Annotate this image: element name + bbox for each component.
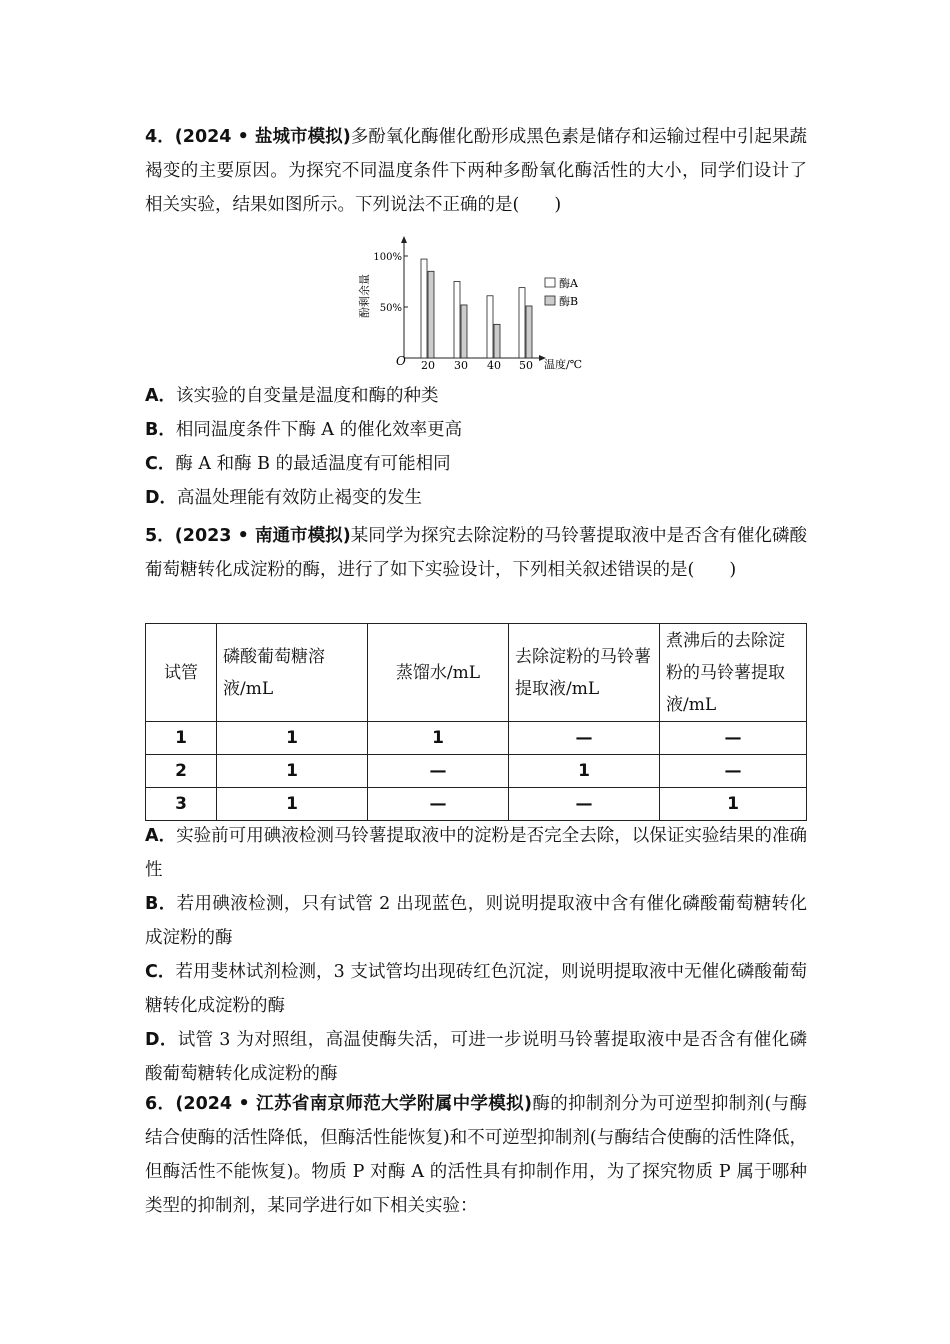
- table-cell: 1: [217, 722, 368, 755]
- table-row: [146, 755, 807, 788]
- bar-b-50: [526, 306, 532, 358]
- table-header: 试管: [146, 624, 217, 722]
- question-number: 5．: [145, 526, 175, 546]
- x-tick-label: 50: [519, 359, 533, 372]
- question-5: [145, 519, 807, 587]
- table-row: [146, 722, 807, 755]
- question-stem: 酶的抑制剂分为可逆型抑制剂(与酶结合使酶的活性降低，但酶活性能恢复)和不可逆型抑制剂(与酶结合使酶的活性降低，但酶活性不能恢复)。物质 P 对酶 A 的活性具有抑制作用，为了探究物质 P 属于哪种类型的抑制剂，某同学进行如下相关实验：: [145, 1094, 807, 1216]
- option-a: A．实验前可用碘液检测马铃薯提取液中的淀粉是否完全去除，以保证实验结果的准确性: [145, 826, 808, 880]
- option-a: A．该实验的自变量是温度和酶的种类: [145, 386, 439, 406]
- experiment-table: [145, 623, 807, 821]
- bar-chart-svg: [352, 236, 602, 374]
- bar-b-40: [494, 324, 500, 358]
- table-cell: —: [660, 722, 807, 755]
- table-cell: —: [368, 755, 509, 788]
- bar-a-40: [487, 296, 493, 358]
- bar-a-20: [421, 259, 427, 358]
- table-header: 蒸馏水/mL: [368, 624, 509, 722]
- legend-swatch-a: [545, 278, 555, 287]
- legend-label-a: 酶A: [559, 277, 578, 290]
- bar-a-50: [519, 288, 525, 358]
- option-b: B．相同温度条件下酶 A 的催化效率更高: [145, 420, 463, 440]
- option-b: B．若用碘液检测，只有试管 2 出现蓝色，则说明提取液中含有催化磷酸葡萄糖转化成淀粉的酶: [145, 894, 807, 948]
- y-axis-arrow: [401, 236, 407, 243]
- table-cell: 3: [146, 788, 217, 821]
- option-d: D．试管 3 为对照组，高温使酶失活，可进一步说明马铃薯提取液中是否含有催化磷酸葡萄糖转化成淀粉的酶: [145, 1030, 807, 1084]
- question-stem: 多酚氧化酶催化酚形成黑色素是储存和运输过程中引起果蔬褐变的主要原因。为探究不同温度条件下两种多酚氧化酶活性的大小，同学们设计了相关实验，结果如图所示。下列说法不正确的是( ): [145, 127, 807, 215]
- origin-label: O: [396, 354, 406, 368]
- table-cell: —: [509, 788, 660, 821]
- question-number: 6．: [145, 1094, 176, 1114]
- table-header: 煮沸后的去除淀粉的马铃薯提取液/mL: [660, 624, 807, 722]
- bar-a-30: [454, 282, 460, 359]
- y-tick-label: 50%: [379, 303, 402, 314]
- table-cell: 1: [368, 722, 509, 755]
- table-cell: 1: [660, 788, 807, 821]
- table-cell: —: [660, 755, 807, 788]
- table-cell: —: [368, 788, 509, 821]
- table-header: 去除淀粉的马铃薯提取液/mL: [509, 624, 660, 722]
- table-header: 磷酸葡萄糖溶液/mL: [217, 624, 368, 722]
- table-cell: 2: [146, 755, 217, 788]
- table-cell: —: [509, 722, 660, 755]
- table-header-row: [146, 624, 807, 722]
- question-4: [145, 120, 807, 222]
- option-d: D．高温处理能有效防止褐变的发生: [145, 488, 423, 508]
- bar-b-30: [461, 305, 467, 358]
- table-cell: 1: [146, 722, 217, 755]
- option-c: C．酶 A 和酶 B 的最适温度有可能相同: [145, 454, 451, 474]
- x-tick-label: 30: [454, 359, 468, 372]
- question-source: (2024 • 盐城市模拟): [174, 127, 351, 147]
- table-cell: 1: [217, 788, 368, 821]
- question-source: (2023 • 南通市模拟): [174, 526, 351, 546]
- legend-swatch-b: [545, 296, 555, 305]
- x-tick-label: 40: [487, 359, 501, 372]
- table-row: [146, 788, 807, 821]
- legend-label-b: 酶B: [559, 295, 579, 308]
- question-stem: 某同学为探究去除淀粉的马铃薯提取液中是否含有催化磷酸葡萄糖转化成淀粉的酶，进行了如下实验设计，下列相关叙述错误的是( ): [145, 526, 807, 580]
- question-source: (2024 • 江苏省南京师范大学附属中学模拟): [175, 1094, 532, 1114]
- question-number: 4．: [145, 127, 175, 147]
- y-tick-label: 100%: [373, 252, 402, 263]
- table-cell: 1: [509, 755, 660, 788]
- table-cell: 1: [217, 755, 368, 788]
- bar-b-20: [428, 271, 434, 358]
- x-tick-label: 20: [421, 359, 435, 372]
- q4-options: [145, 379, 807, 515]
- bar-chart: [352, 236, 602, 374]
- x-axis-label: 温度/℃: [544, 358, 583, 371]
- q5-options: [145, 819, 807, 1091]
- y-axis-label: 酚剩余量: [358, 274, 371, 318]
- question-6: [145, 1087, 807, 1223]
- option-c: C．若用斐林试剂检测，3 支试管均出现砖红色沉淀，则说明提取液中无催化磷酸葡萄糖转化成淀粉的酶: [145, 962, 807, 1016]
